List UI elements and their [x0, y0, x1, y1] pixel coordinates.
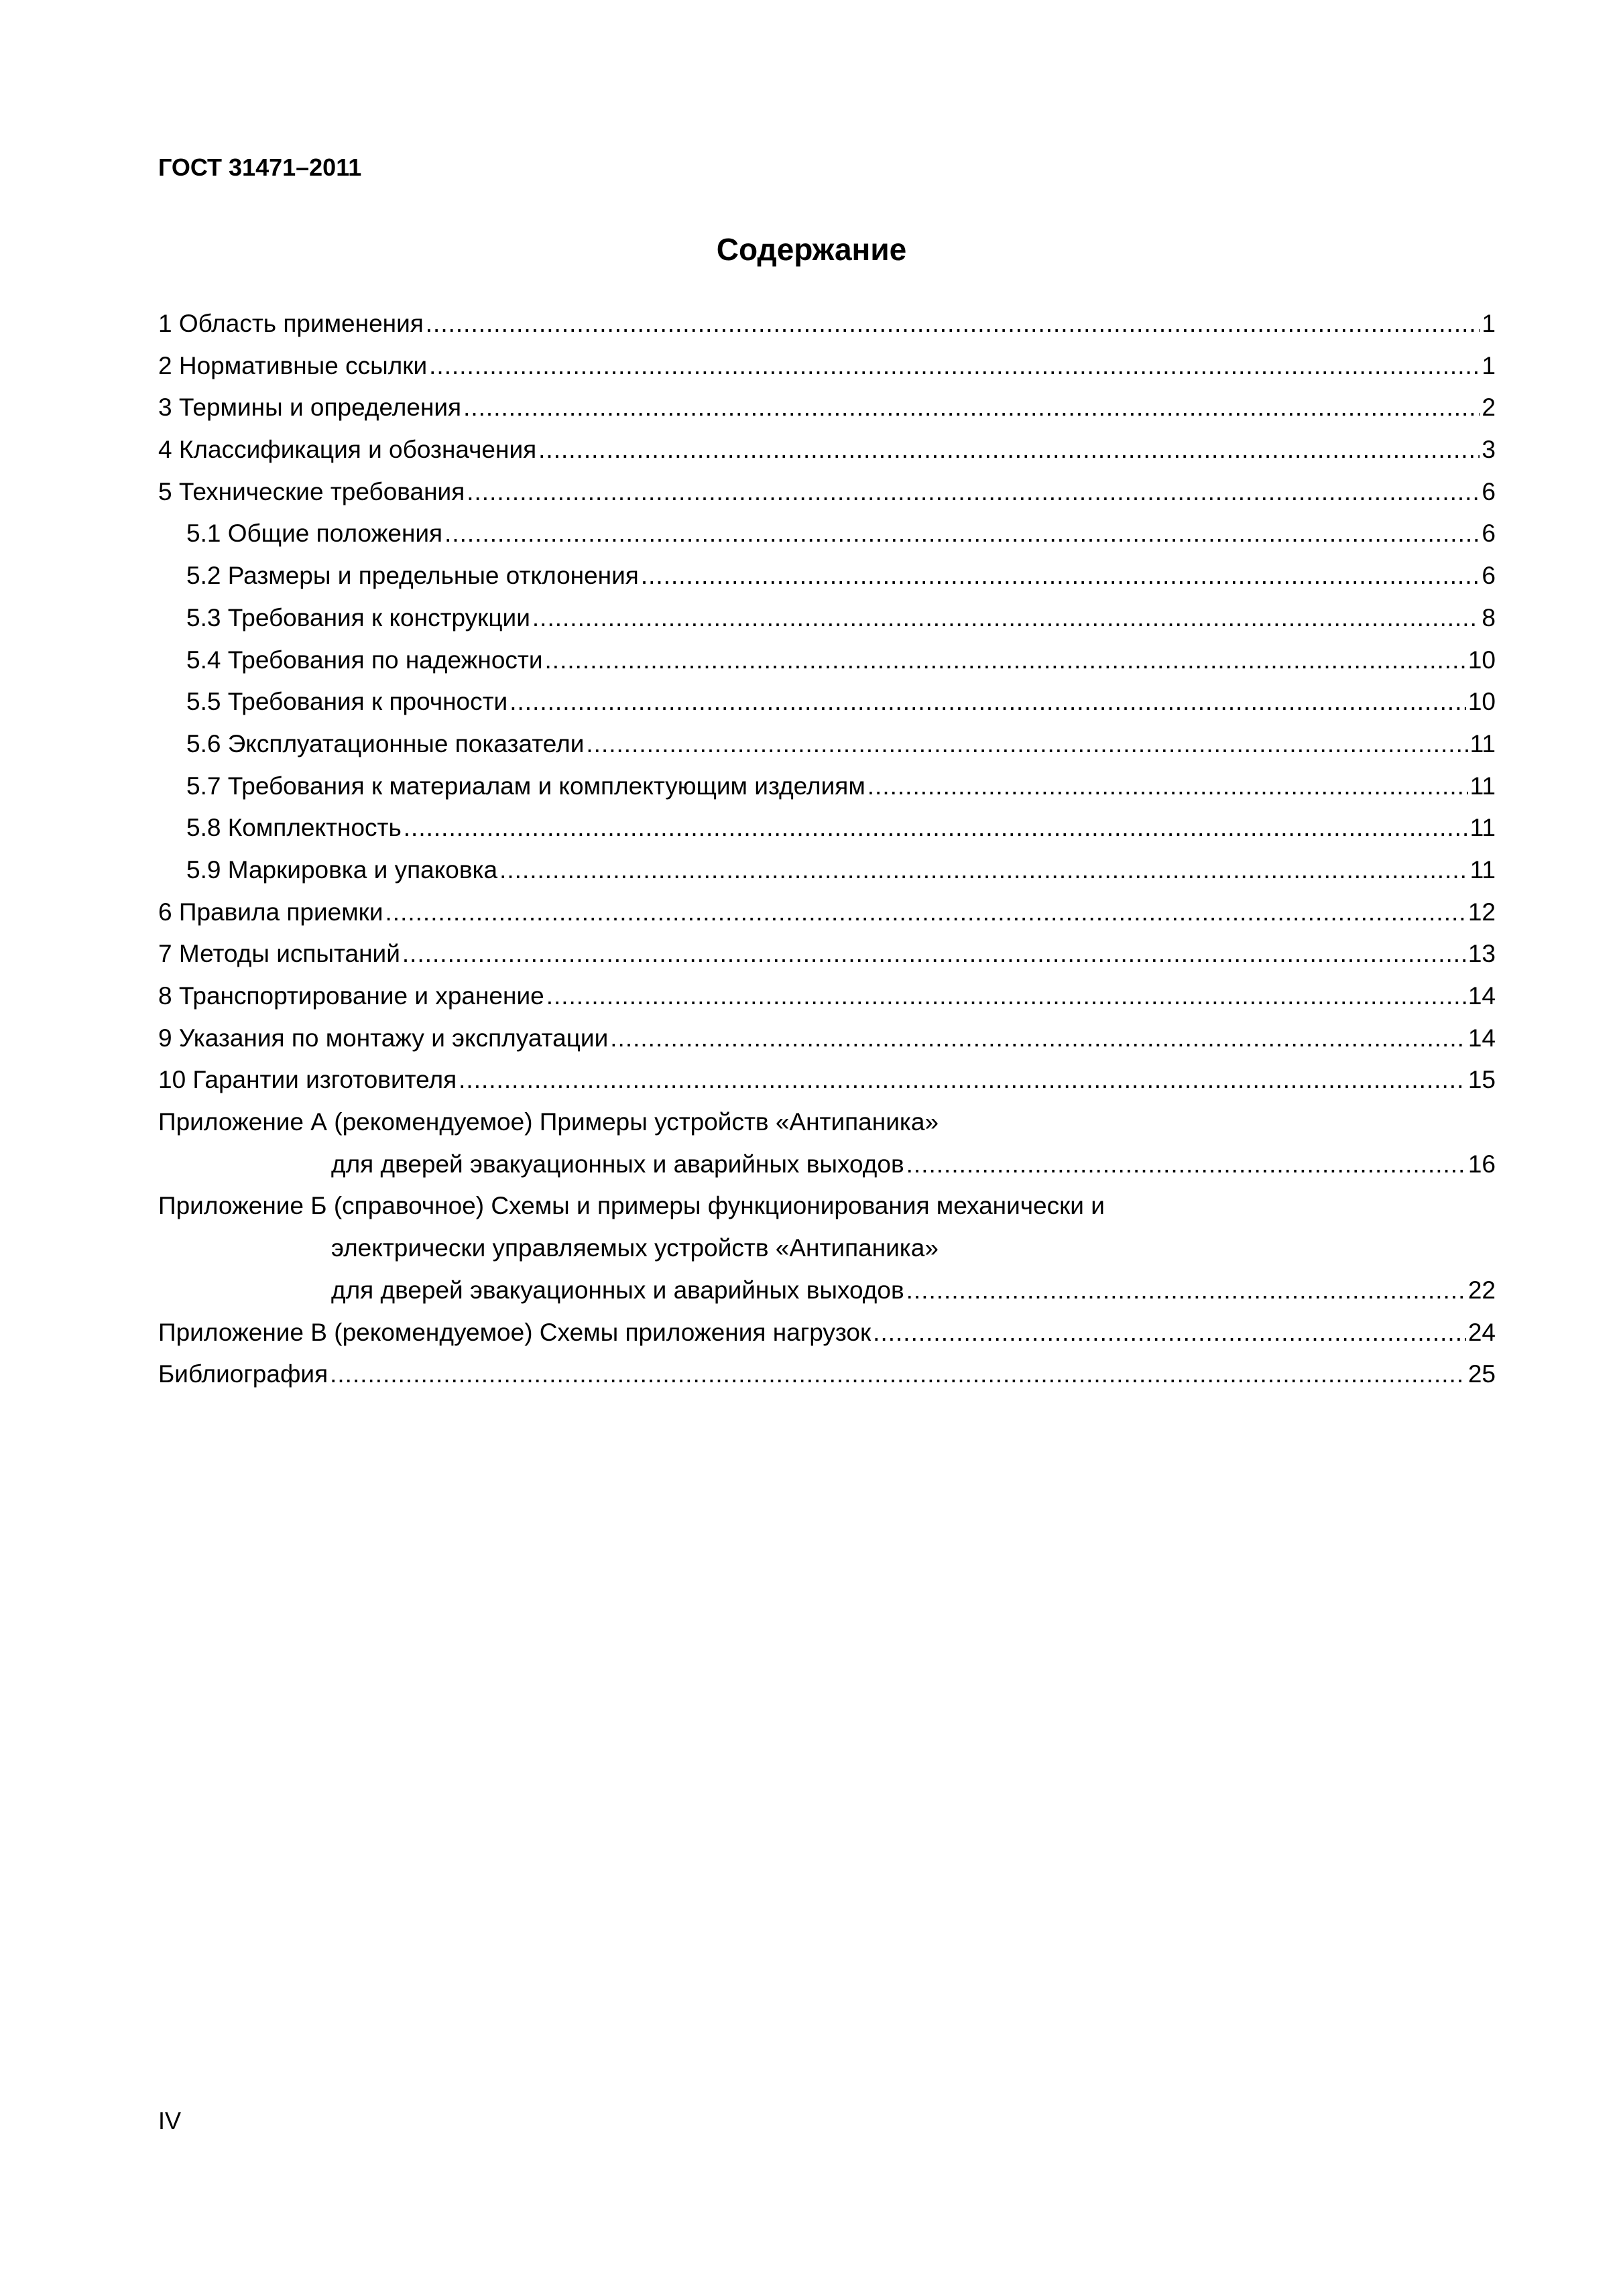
page-number: IV — [158, 2107, 182, 2134]
dot-leader — [509, 685, 1466, 719]
toc-entry-page: 6 — [1482, 520, 1496, 548]
toc-entry-label: Библиография — [158, 1360, 328, 1388]
dot-leader — [867, 770, 1468, 803]
dot-leader — [463, 391, 1480, 424]
toc-entry-label: 5.1 Общие положения — [186, 520, 443, 548]
toc-entry[interactable] — [158, 1316, 1496, 1358]
toc-entry-page: 3 — [1482, 436, 1496, 464]
toc-entry-label: 8 Транспортирование и хранение — [158, 982, 544, 1010]
toc-entry-page: 16 — [1467, 1150, 1496, 1178]
dot-leader — [906, 1274, 1466, 1307]
toc-subentry[interactable] — [158, 853, 1496, 896]
toc-entry-page: 11 — [1469, 772, 1496, 800]
dot-leader — [873, 1316, 1466, 1349]
toc-entry[interactable] — [158, 433, 1496, 475]
dot-leader — [404, 811, 1468, 845]
toc-entry-label: Приложение Б (справочное) Схемы и примеры функционирования механически и — [158, 1192, 1105, 1220]
toc-appendix-b-line1[interactable] — [158, 1189, 1496, 1231]
dot-leader — [385, 896, 1466, 929]
toc-entry-label: 5.9 Маркировка и упаковка — [186, 855, 498, 884]
dot-leader — [610, 1022, 1466, 1055]
toc-entry-label: Приложение А (рекомендуемое) Примеры устройств «Антипаника» — [158, 1108, 939, 1136]
dot-leader — [459, 1063, 1466, 1097]
toc-entry[interactable] — [158, 307, 1496, 349]
toc-entry-page: 11 — [1469, 729, 1496, 758]
toc-entry-page: 14 — [1467, 982, 1496, 1010]
toc-subentry[interactable] — [158, 770, 1496, 812]
dot-leader — [546, 979, 1466, 1013]
toc-subentry[interactable] — [158, 811, 1496, 853]
toc-entry-label: 6 Правила приемки — [158, 898, 383, 926]
toc-entry-page: 6 — [1482, 562, 1496, 590]
toc-entry-page: 24 — [1467, 1318, 1496, 1346]
toc-title: Содержание — [716, 232, 907, 267]
dot-leader — [532, 601, 1480, 635]
toc-entry-label: 10 Гарантии изготовителя — [158, 1066, 457, 1094]
toc-entry[interactable] — [158, 937, 1496, 979]
table-of-contents — [158, 307, 1496, 1400]
toc-subentry[interactable] — [158, 727, 1496, 770]
toc-subentry[interactable] — [158, 517, 1496, 559]
dot-leader — [545, 644, 1466, 677]
toc-entry-label: для дверей эвакуационных и аварийных выходов — [331, 1150, 904, 1178]
toc-entry-label: 2 Нормативные ссылки — [158, 351, 428, 379]
toc-subentry[interactable] — [158, 644, 1496, 686]
dot-leader — [906, 1148, 1466, 1181]
toc-entry[interactable] — [158, 1063, 1496, 1105]
toc-entry-page: 13 — [1467, 940, 1496, 968]
toc-subentry[interactable] — [158, 559, 1496, 601]
dot-leader — [499, 853, 1467, 887]
toc-entry-label: 4 Классификация и обозначения — [158, 436, 537, 464]
dot-leader — [538, 433, 1480, 467]
toc-entry-page: 10 — [1467, 646, 1496, 674]
toc-entry-page: 6 — [1482, 477, 1496, 505]
toc-entry-label: 5.2 Размеры и предельные отклонения — [186, 562, 639, 590]
toc-entry[interactable] — [158, 475, 1496, 518]
toc-appendix-b-line2[interactable] — [158, 1231, 1496, 1274]
toc-entry[interactable] — [158, 979, 1496, 1022]
toc-entry-page: 11 — [1469, 855, 1496, 884]
toc-entry-label: 5.5 Требования к прочности — [186, 688, 508, 716]
dot-leader — [444, 517, 1480, 550]
toc-entry-label: 5.6 Эксплуатационные показатели — [186, 729, 585, 758]
toc-entry-label: 5.8 Комплектность — [186, 814, 402, 842]
toc-entry[interactable] — [158, 391, 1496, 433]
toc-entry-page: 8 — [1482, 603, 1496, 631]
toc-subentry[interactable] — [158, 601, 1496, 644]
dot-leader — [429, 349, 1480, 383]
toc-entry-label: Приложение В (рекомендуемое) Схемы приложения нагрузок — [158, 1318, 871, 1346]
toc-entry-page: 14 — [1467, 1024, 1496, 1052]
toc-entry-label: 5.3 Требования к конструкции — [186, 603, 530, 631]
toc-entry-page: 12 — [1467, 898, 1496, 926]
toc-entry-page: 22 — [1467, 1276, 1496, 1304]
toc-entry[interactable] — [158, 896, 1496, 938]
toc-entry[interactable] — [158, 349, 1496, 391]
toc-entry-page: 15 — [1467, 1066, 1496, 1094]
toc-subentry[interactable] — [158, 685, 1496, 727]
toc-entry-label: для дверей эвакуационных и аварийных выходов — [331, 1276, 904, 1304]
toc-entry-label: 9 Указания по монтажу и эксплуатации — [158, 1024, 609, 1052]
toc-appendix-a-line2[interactable] — [158, 1148, 1496, 1190]
toc-entry-page: 1 — [1482, 351, 1496, 379]
toc-entry-label: 3 Термины и определения — [158, 394, 462, 422]
toc-entry-label: 5 Технические требования — [158, 477, 465, 505]
dot-leader — [330, 1357, 1466, 1391]
toc-entry-label: 1 Область применения — [158, 310, 424, 337]
toc-entry-page: 25 — [1467, 1360, 1496, 1388]
toc-entry-page: 2 — [1482, 394, 1496, 422]
document-code: ГОСТ 31471–2011 — [158, 154, 362, 181]
dot-leader — [641, 559, 1480, 593]
toc-entry[interactable] — [158, 1357, 1496, 1400]
toc-entry-label: 5.7 Требования к материалам и комплектующим изделиям — [186, 772, 865, 800]
toc-appendix-a-line1[interactable] — [158, 1105, 1496, 1148]
toc-entry-label: электрически управляемых устройств «Антипаника» — [331, 1234, 939, 1262]
toc-entry-page: 1 — [1482, 310, 1496, 337]
dot-leader — [402, 937, 1466, 971]
toc-entry[interactable] — [158, 1022, 1496, 1064]
dot-leader — [586, 727, 1467, 761]
toc-appendix-b-line3[interactable] — [158, 1274, 1496, 1316]
toc-entry-label: 7 Методы испытаний — [158, 940, 400, 968]
toc-entry-page: 11 — [1469, 814, 1496, 842]
dot-leader — [467, 475, 1480, 509]
toc-entry-label: 5.4 Требования по надежности — [186, 646, 543, 674]
dot-leader — [426, 307, 1480, 341]
toc-entry-page: 10 — [1467, 688, 1496, 716]
